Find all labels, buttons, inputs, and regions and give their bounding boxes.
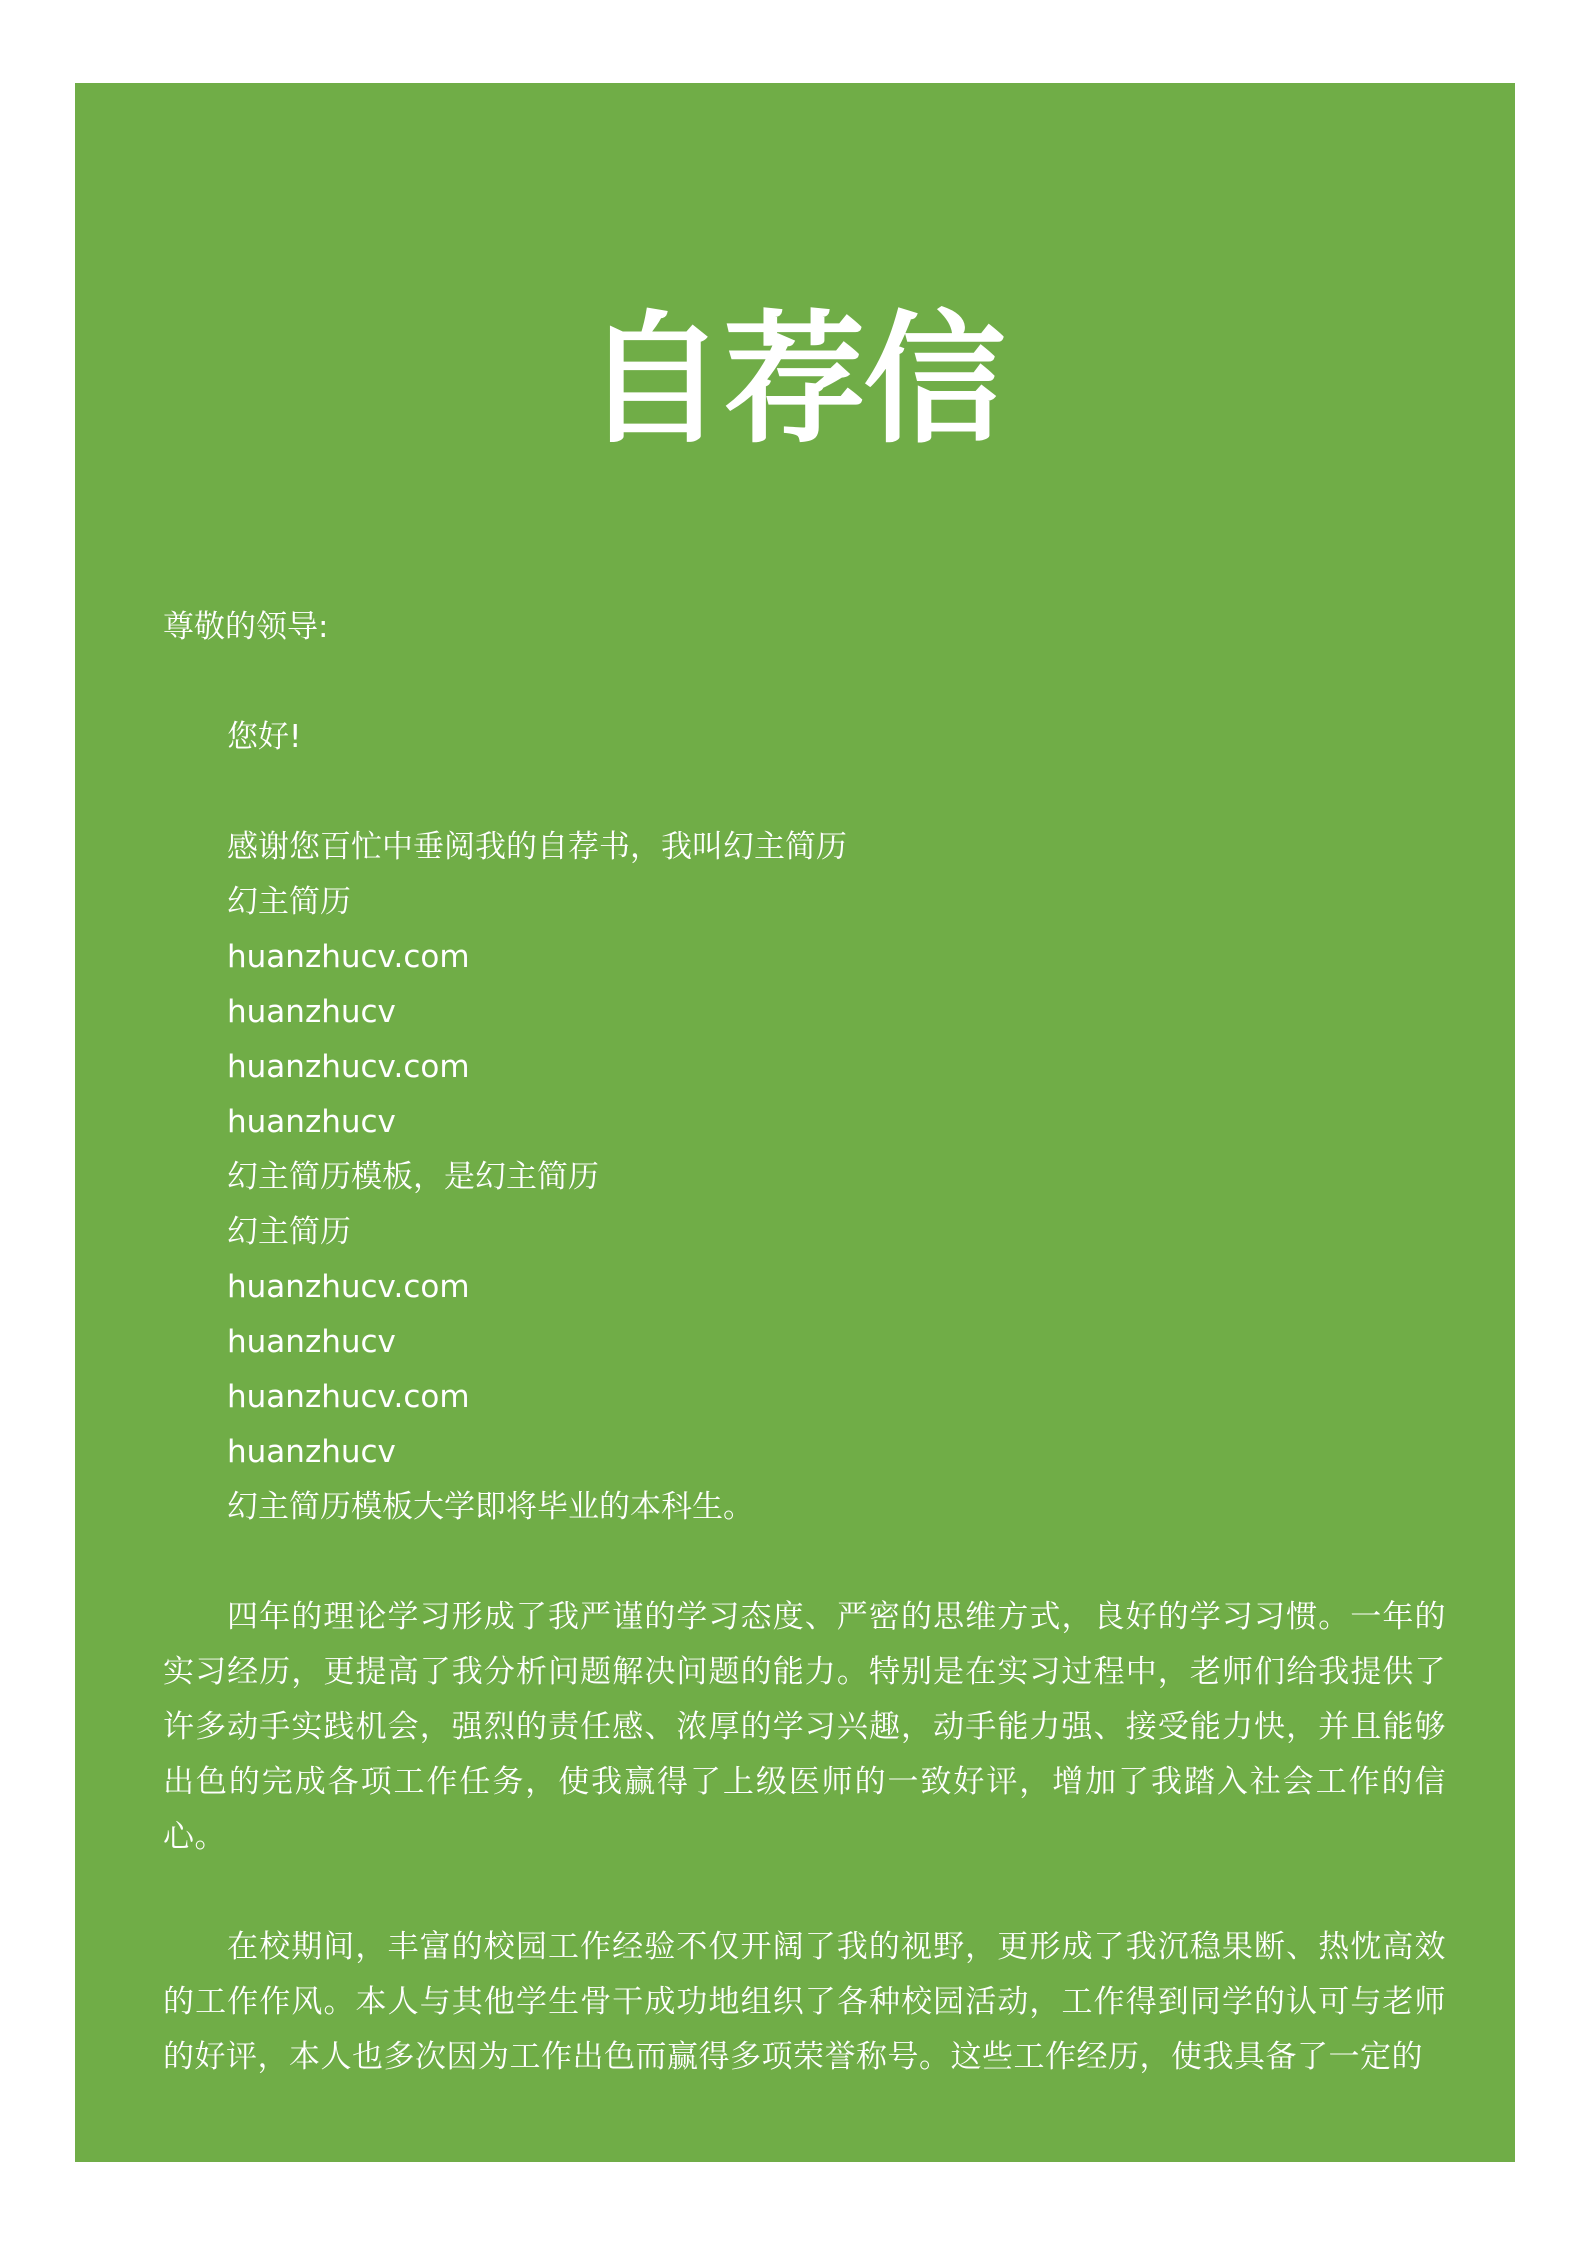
spacer [163, 1865, 1446, 1920]
greeting: 您好! [227, 719, 302, 755]
intro-line: huanzhucv [227, 1324, 396, 1360]
intro-line: huanzhucv [227, 1104, 396, 1140]
intro-line: huanzhucv.com [227, 939, 470, 975]
intro-line: huanzhucv [227, 1434, 396, 1470]
spacer [163, 655, 1446, 710]
paragraph-campus-work: 在校期间，丰富的校园工作经验不仅开阔了我的视野，更形成了我沉稳果断、热忱高效的工作作风。本人与其他学生骨干成功地组织了各种校园活动，工作得到同学的认可与老师的好评，本人也多次因为工作出色而赢得多项荣誉称号。这些工作经历，使我具备了一定的 [163, 1929, 1446, 2075]
page-title: 自荐信 [583, 298, 1004, 463]
spacer [163, 1535, 1446, 1590]
intro-line: 幻主简历模板，是幻主简历 [227, 1159, 599, 1195]
paragraph-study: 四年的理论学习形成了我严谨的学习态度、严密的思维方式，良好的学习习惯。一年的实习经历，更提高了我分析问题解决问题的能力。特别是在实习过程中，老师们给我提供了许多动手实践机会，强烈的责任感、浓厚的学习兴趣，动手能力强、接受能力快，并且能够出色的完成各项工作任务，使我赢得了上级医师的一致好评，增加了我踏入社会工作的信心。 [163, 1599, 1446, 1855]
intro-line: 幻主简历模板大学即将毕业的本科生。 [227, 1489, 754, 1525]
intro-line: 幻主简历 [227, 884, 351, 920]
intro-line: huanzhucv [227, 994, 396, 1030]
intro-line: huanzhucv.com [227, 1379, 470, 1415]
intro-line: huanzhucv.com [227, 1269, 470, 1305]
intro-line: 感谢您百忙中垂阅我的自荐书，我叫幻主简历 [227, 829, 847, 865]
intro-line: huanzhucv.com [227, 1049, 470, 1085]
intro-line: 幻主简历 [227, 1214, 351, 1250]
salutation: 尊敬的领导: [163, 609, 329, 645]
spacer [163, 765, 1446, 820]
letter-body [163, 600, 1446, 2085]
